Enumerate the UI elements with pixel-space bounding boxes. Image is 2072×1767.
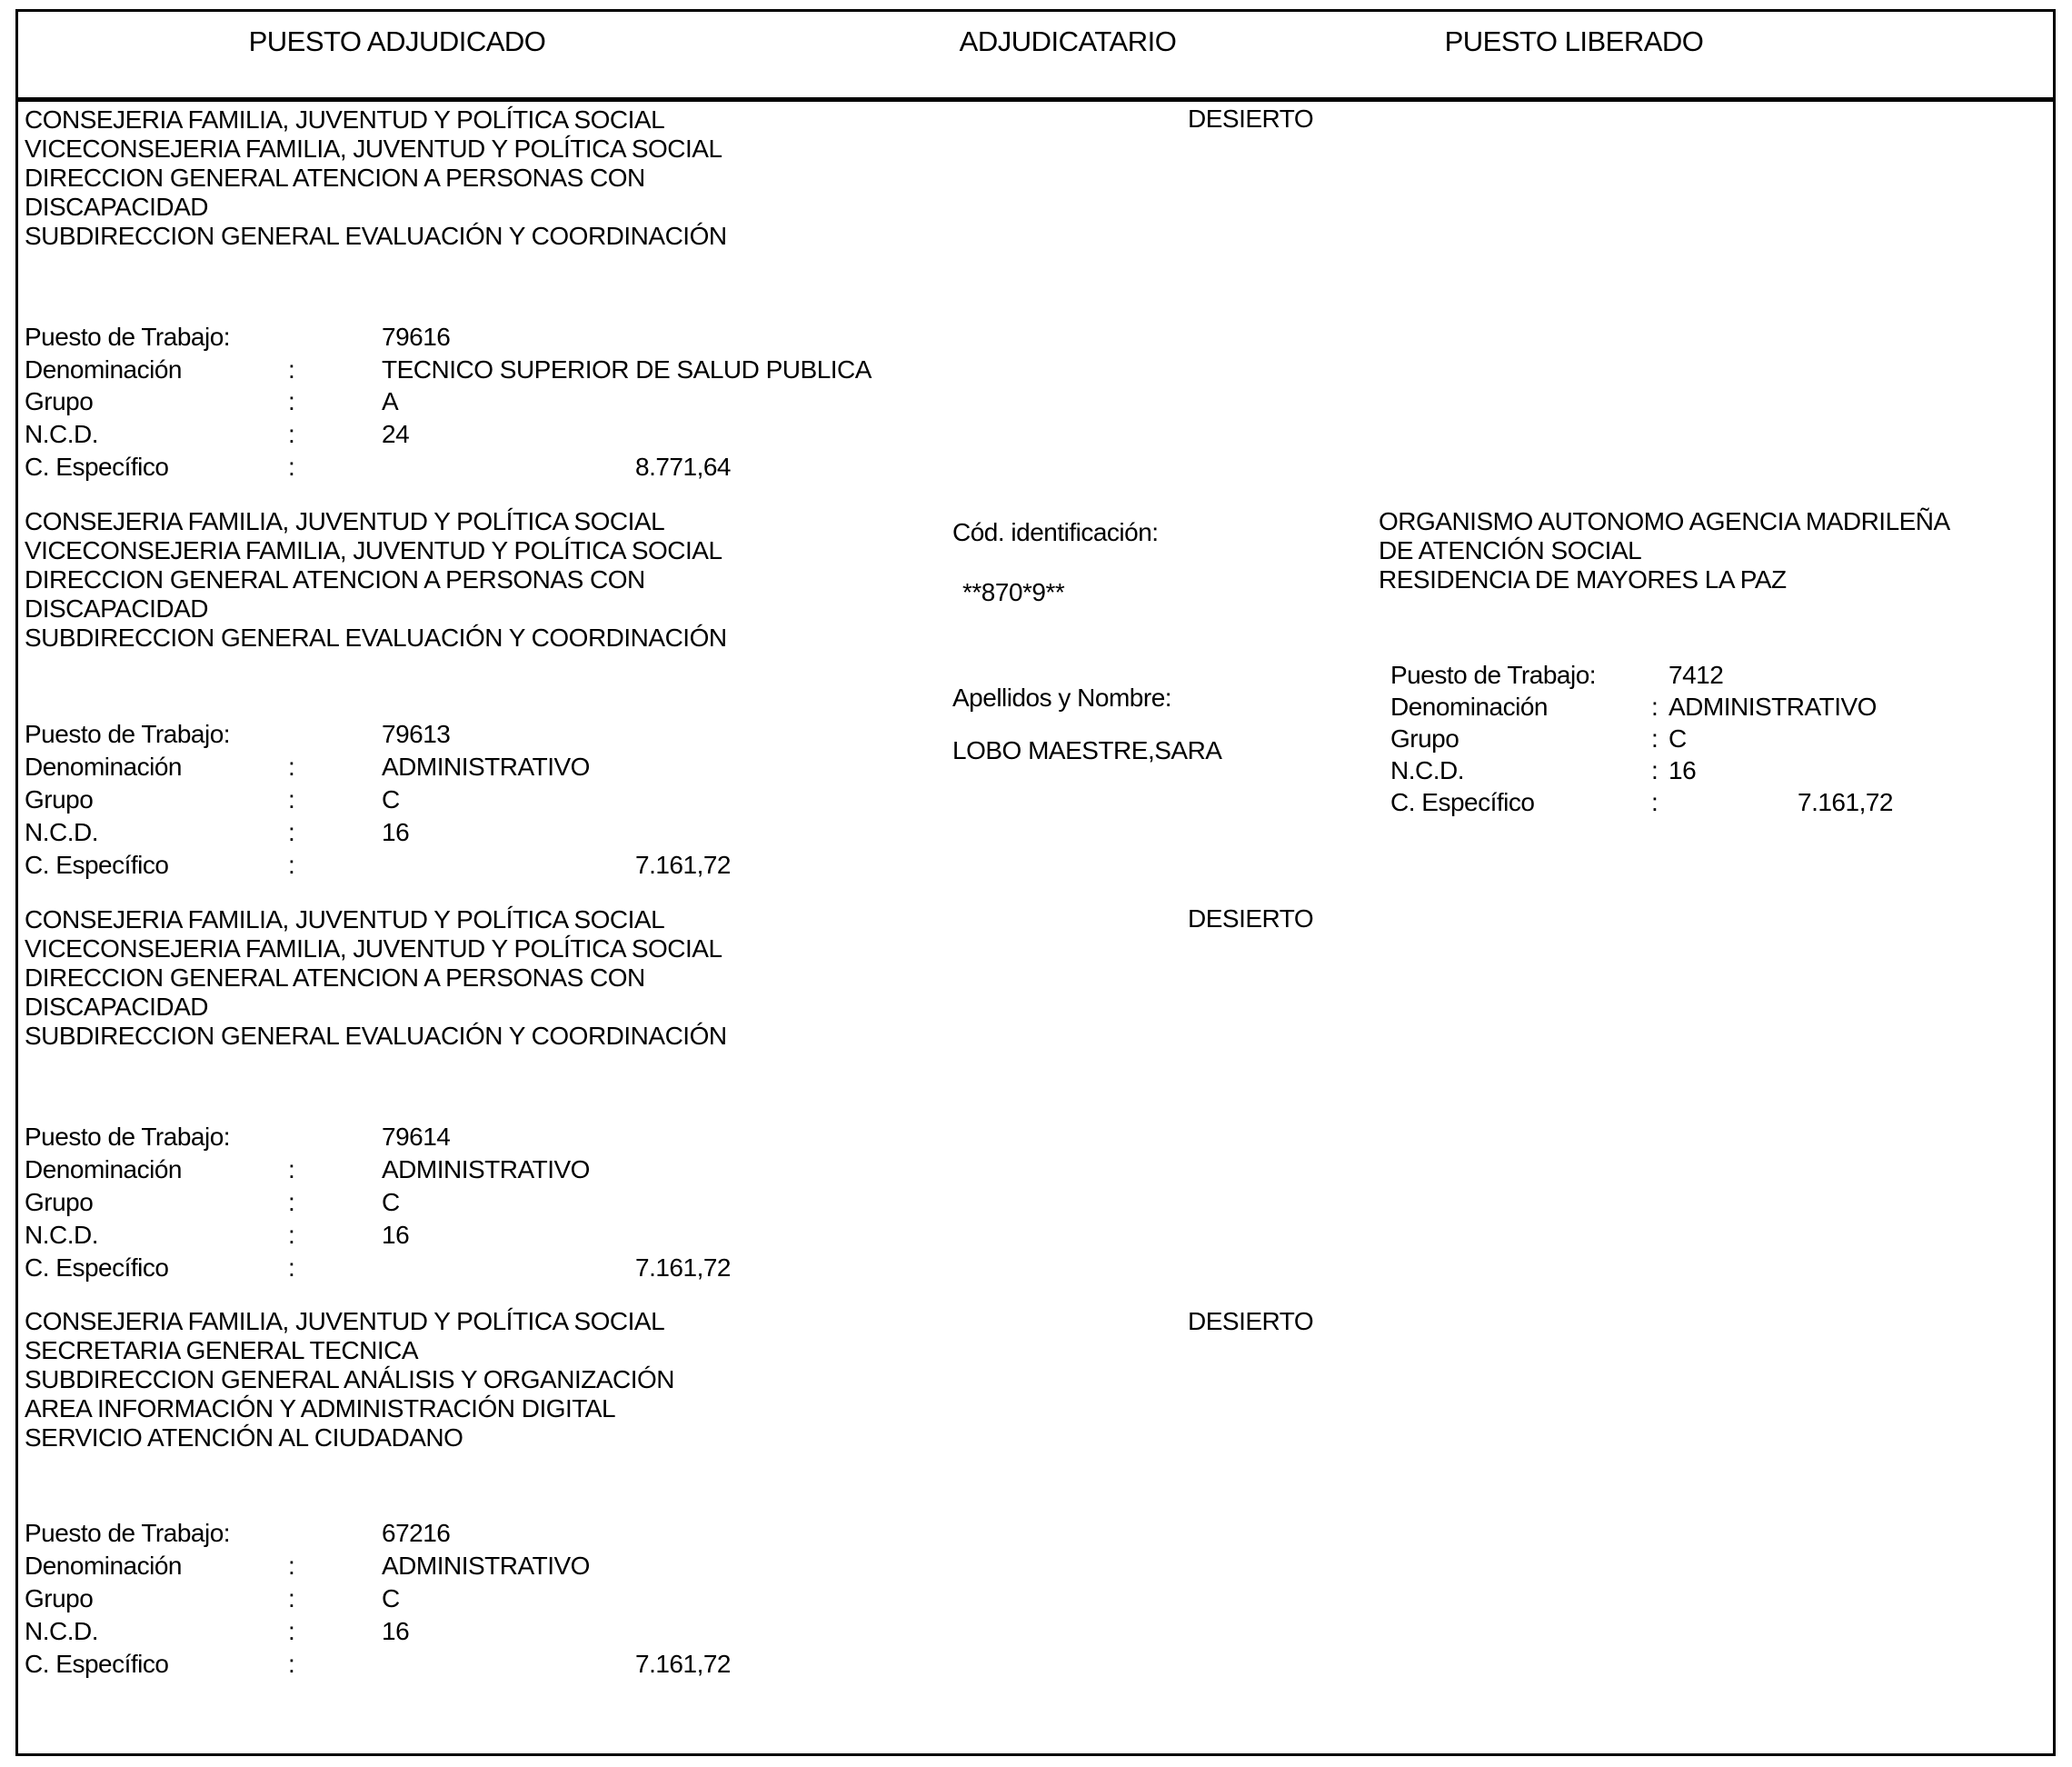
field-row bbox=[0, 387, 2072, 420]
column-header-puesto-liberado: PUESTO LIBERADO bbox=[1444, 25, 1704, 57]
record-2-liberado-org-hierarchy bbox=[1379, 507, 1950, 594]
record-3-org-hierarchy bbox=[25, 905, 727, 1051]
field-value: ADMINISTRATIVO bbox=[1669, 693, 1877, 721]
field-row bbox=[0, 661, 2072, 694]
field-value: C bbox=[382, 1584, 400, 1612]
field-label: Puesto de Trabajo: bbox=[25, 323, 231, 351]
field-value: 24 bbox=[382, 420, 410, 448]
field-row bbox=[0, 1155, 2072, 1188]
field-label: N.C.D. bbox=[25, 1617, 98, 1645]
field-label: Puesto de Trabajo: bbox=[25, 1519, 231, 1547]
org-line: CONSEJERIA FAMILIA, JUVENTUD Y POLÍTICA SOCIAL bbox=[25, 1307, 665, 1335]
record-4-status-desierto: DESIERTO bbox=[1188, 1307, 1314, 1335]
field-colon: : bbox=[288, 753, 295, 781]
field-label: Denominación bbox=[25, 1552, 182, 1580]
cod-identificacion-label: Cód. identificación: bbox=[952, 518, 1159, 546]
org-line: SUBDIRECCION GENERAL EVALUACIÓN Y COORDINACIÓN bbox=[25, 222, 727, 250]
org-line: SECRETARIA GENERAL TECNICA bbox=[25, 1336, 419, 1364]
field-colon: : bbox=[288, 1188, 295, 1216]
field-value: 8.771,64 bbox=[635, 453, 731, 481]
field-colon: : bbox=[288, 453, 295, 481]
org-line: DISCAPACIDAD bbox=[25, 193, 208, 221]
org-line: VICECONSEJERIA FAMILIA, JUVENTUD Y POLÍTICA SOCIAL bbox=[25, 934, 722, 963]
field-colon: : bbox=[1651, 788, 1659, 816]
field-label: Grupo bbox=[25, 1188, 94, 1216]
org-line: RESIDENCIA DE MAYORES LA PAZ bbox=[1379, 565, 1787, 594]
org-line: SUBDIRECCION GENERAL ANÁLISIS Y ORGANIZACIÓN bbox=[25, 1365, 674, 1393]
cod-identificacion-value: **870*9** bbox=[962, 578, 1065, 606]
field-row bbox=[0, 785, 2072, 818]
org-line: DISCAPACIDAD bbox=[25, 993, 208, 1021]
field-label: Denominación bbox=[25, 1155, 182, 1183]
apellidos-nombre-label: Apellidos y Nombre: bbox=[952, 684, 1172, 712]
field-label: N.C.D. bbox=[25, 1221, 98, 1249]
field-value: ADMINISTRATIVO bbox=[382, 1155, 590, 1183]
field-colon: : bbox=[288, 1253, 295, 1282]
org-line: ORGANISMO AUTONOMO AGENCIA MADRILEÑA bbox=[1379, 507, 1950, 535]
field-row bbox=[0, 720, 2072, 753]
field-colon: : bbox=[288, 851, 295, 879]
field-colon: : bbox=[1651, 724, 1659, 753]
field-label: Grupo bbox=[25, 387, 94, 415]
column-header-adjudicatario: ADJUDICATARIO bbox=[959, 25, 1177, 57]
header-separator-line bbox=[15, 97, 2056, 102]
field-value: 16 bbox=[1669, 756, 1697, 784]
field-row bbox=[0, 1188, 2072, 1221]
org-line: DIRECCION GENERAL ATENCION A PERSONAS CON bbox=[25, 164, 645, 192]
org-line: CONSEJERIA FAMILIA, JUVENTUD Y POLÍTICA SOCIAL bbox=[25, 105, 665, 134]
field-label: N.C.D. bbox=[1390, 756, 1464, 784]
field-value: C bbox=[382, 785, 400, 814]
field-label: C. Específico bbox=[25, 1253, 169, 1282]
field-value: 7.161,72 bbox=[635, 1253, 731, 1282]
field-value: C bbox=[1669, 724, 1687, 753]
org-line: DISCAPACIDAD bbox=[25, 594, 208, 623]
field-colon: : bbox=[288, 785, 295, 814]
org-line: SUBDIRECCION GENERAL EVALUACIÓN Y COORDINACIÓN bbox=[25, 624, 727, 652]
field-label: Grupo bbox=[25, 1584, 94, 1612]
field-label: Denominación bbox=[25, 753, 182, 781]
field-colon: : bbox=[288, 387, 295, 415]
field-row bbox=[0, 753, 2072, 785]
field-label: N.C.D. bbox=[25, 818, 98, 846]
field-label: Puesto de Trabajo: bbox=[1390, 661, 1597, 689]
org-line: AREA INFORMACIÓN Y ADMINISTRACIÓN DIGITAL bbox=[25, 1394, 616, 1423]
field-row bbox=[0, 1552, 2072, 1584]
record-1-status-desierto: DESIERTO bbox=[1188, 105, 1314, 133]
record-3-status-desierto: DESIERTO bbox=[1188, 904, 1314, 933]
field-label: C. Específico bbox=[1390, 788, 1535, 816]
org-line: SUBDIRECCION GENERAL EVALUACIÓN Y COORDINACIÓN bbox=[25, 1022, 727, 1050]
field-label: C. Específico bbox=[25, 851, 169, 879]
field-value: 7.161,72 bbox=[635, 851, 731, 879]
record-1-org-hierarchy bbox=[25, 105, 727, 251]
field-colon: : bbox=[1651, 693, 1659, 721]
field-label: N.C.D. bbox=[25, 420, 98, 448]
org-line: DIRECCION GENERAL ATENCION A PERSONAS CON bbox=[25, 565, 645, 594]
field-label: Denominación bbox=[1390, 693, 1548, 721]
field-row bbox=[0, 323, 2072, 355]
field-colon: : bbox=[288, 1155, 295, 1183]
org-line: CONSEJERIA FAMILIA, JUVENTUD Y POLÍTICA SOCIAL bbox=[25, 905, 665, 933]
field-colon: : bbox=[288, 1584, 295, 1612]
field-row bbox=[0, 1221, 2072, 1253]
field-row bbox=[0, 851, 2072, 884]
field-value: 7.161,72 bbox=[1798, 788, 1893, 816]
field-label: C. Específico bbox=[25, 1650, 169, 1678]
field-value: TECNICO SUPERIOR DE SALUD PUBLICA bbox=[382, 355, 872, 384]
field-colon: : bbox=[288, 818, 295, 846]
field-row bbox=[0, 420, 2072, 453]
field-colon: : bbox=[288, 420, 295, 448]
field-value: A bbox=[382, 387, 399, 415]
field-row bbox=[0, 453, 2072, 485]
field-row bbox=[0, 1519, 2072, 1552]
field-value: ADMINISTRATIVO bbox=[382, 1552, 590, 1580]
field-row bbox=[0, 1650, 2072, 1682]
field-value: C bbox=[382, 1188, 400, 1216]
field-value: 79616 bbox=[382, 323, 451, 351]
org-line: SERVICIO ATENCIÓN AL CIUDADANO bbox=[25, 1423, 463, 1452]
org-line: CONSEJERIA FAMILIA, JUVENTUD Y POLÍTICA SOCIAL bbox=[25, 507, 665, 535]
field-colon: : bbox=[1651, 756, 1659, 784]
field-label: Grupo bbox=[1390, 724, 1459, 753]
field-colon: : bbox=[288, 1221, 295, 1249]
field-row bbox=[0, 1253, 2072, 1286]
field-value: 16 bbox=[382, 818, 410, 846]
field-value: 79614 bbox=[382, 1123, 451, 1151]
field-label: Denominación bbox=[25, 355, 182, 384]
org-line: VICECONSEJERIA FAMILIA, JUVENTUD Y POLÍTICA SOCIAL bbox=[25, 135, 722, 163]
org-line: DE ATENCIÓN SOCIAL bbox=[1379, 536, 1642, 564]
apellidos-nombre-value: LOBO MAESTRE,SARA bbox=[952, 736, 1222, 764]
field-row bbox=[0, 1123, 2072, 1155]
field-colon: : bbox=[288, 1650, 295, 1678]
field-colon: : bbox=[288, 355, 295, 384]
field-label: Puesto de Trabajo: bbox=[25, 720, 231, 748]
org-line: VICECONSEJERIA FAMILIA, JUVENTUD Y POLÍTICA SOCIAL bbox=[25, 536, 722, 564]
field-label: Puesto de Trabajo: bbox=[25, 1123, 231, 1151]
record-4-org-hierarchy bbox=[25, 1307, 674, 1453]
field-row bbox=[0, 1617, 2072, 1650]
field-value: ADMINISTRATIVO bbox=[382, 753, 590, 781]
field-value: 7.161,72 bbox=[635, 1650, 731, 1678]
field-value: 67216 bbox=[382, 1519, 451, 1547]
record-2-org-hierarchy bbox=[25, 507, 727, 653]
field-row bbox=[0, 818, 2072, 851]
field-value: 16 bbox=[382, 1221, 410, 1249]
field-colon: : bbox=[288, 1617, 295, 1645]
field-row bbox=[0, 355, 2072, 388]
field-label: Grupo bbox=[25, 785, 94, 814]
field-row bbox=[0, 1584, 2072, 1617]
field-colon: : bbox=[288, 1552, 295, 1580]
field-value: 79613 bbox=[382, 720, 451, 748]
column-header-puesto-adjudicado: PUESTO ADJUDICADO bbox=[248, 25, 546, 57]
field-value: 7412 bbox=[1669, 661, 1724, 689]
org-line: DIRECCION GENERAL ATENCION A PERSONAS CON bbox=[25, 963, 645, 992]
field-label: C. Específico bbox=[25, 453, 169, 481]
field-value: 16 bbox=[382, 1617, 410, 1645]
